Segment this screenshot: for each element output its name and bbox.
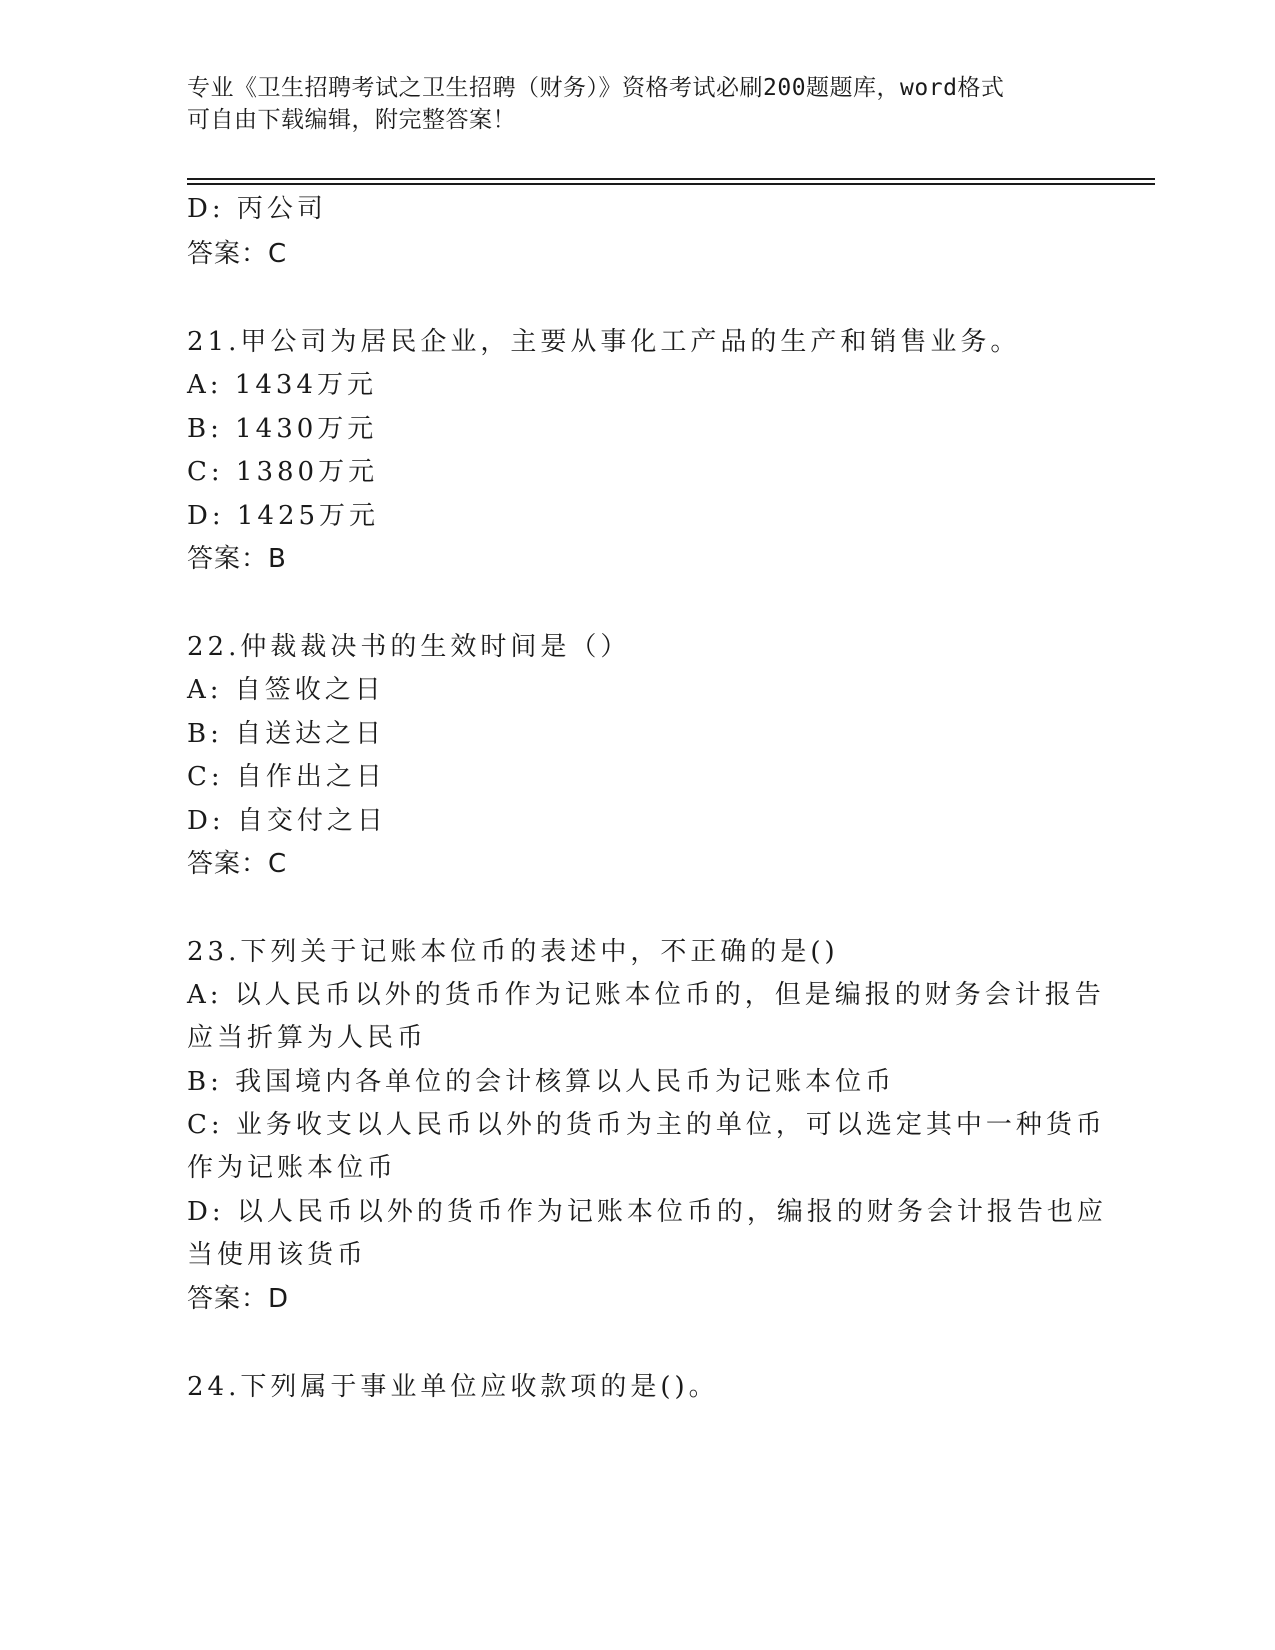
question-21-option-b: B: 1430万元: [187, 414, 378, 444]
question-22-option-b: B: 自送达之日: [187, 719, 386, 749]
question-21-option-a: A: 1434万元: [187, 370, 377, 400]
question-23-option-a: A: 以人民币以外的货币作为记账本位币的，但是编报的财务会计报告: [187, 980, 1105, 1010]
question-23-option-c: C: 业务收支以人民币以外的货币为主的单位，可以选定其中一种货币: [187, 1110, 1106, 1140]
question-21-option-d: D: 1425万元: [187, 501, 380, 531]
header-line-1: 专业《卫生招聘考试之卫生招聘（财务）》资格考试必刷200题题库，word格式: [187, 75, 1005, 101]
document-header: [187, 72, 1067, 136]
question-22-answer: 答案：C: [187, 849, 288, 879]
question-23-option-c-cont: 作为记账本位币: [187, 1153, 398, 1183]
question-22-option-c: C: 自作出之日: [187, 762, 386, 792]
prev-answer: 答案：C: [187, 239, 288, 269]
prev-option-d: D: 丙公司: [187, 194, 327, 224]
question-21-answer: 答案：B: [187, 544, 287, 574]
header-line-2: 可自由下载编辑，附完整答案！: [187, 107, 516, 133]
question-22-option-d: D: 自交付之日: [187, 806, 387, 836]
question-21-stem: 21.甲公司为居民企业，主要从事化工产品的生产和销售业务。: [187, 327, 1021, 357]
question-23-option-d: D: 以人民币以外的货币作为记账本位币的，编报的财务会计报告也应: [187, 1197, 1107, 1227]
header-rule-top: [187, 178, 1155, 180]
question-23-stem: 23.下列关于记账本位币的表述中，不正确的是(): [187, 937, 839, 967]
question-23-option-d-cont: 当使用该货币: [187, 1240, 368, 1270]
header-rule-bottom: [187, 183, 1155, 185]
question-23-answer: 答案：D: [187, 1284, 290, 1314]
question-21-option-c: C: 1380万元: [187, 457, 379, 487]
question-23-option-b: B: 我国境内各单位的会计核算以人民币为记账本位币: [187, 1067, 896, 1097]
question-23-option-a-cont: 应当折算为人民币: [187, 1023, 428, 1053]
question-24-stem: 24.下列属于事业单位应收款项的是()。: [187, 1372, 719, 1402]
question-22-option-a: A: 自签收之日: [187, 675, 385, 705]
question-22-stem: 22.仲裁裁决书的生效时间是（）: [187, 632, 631, 662]
